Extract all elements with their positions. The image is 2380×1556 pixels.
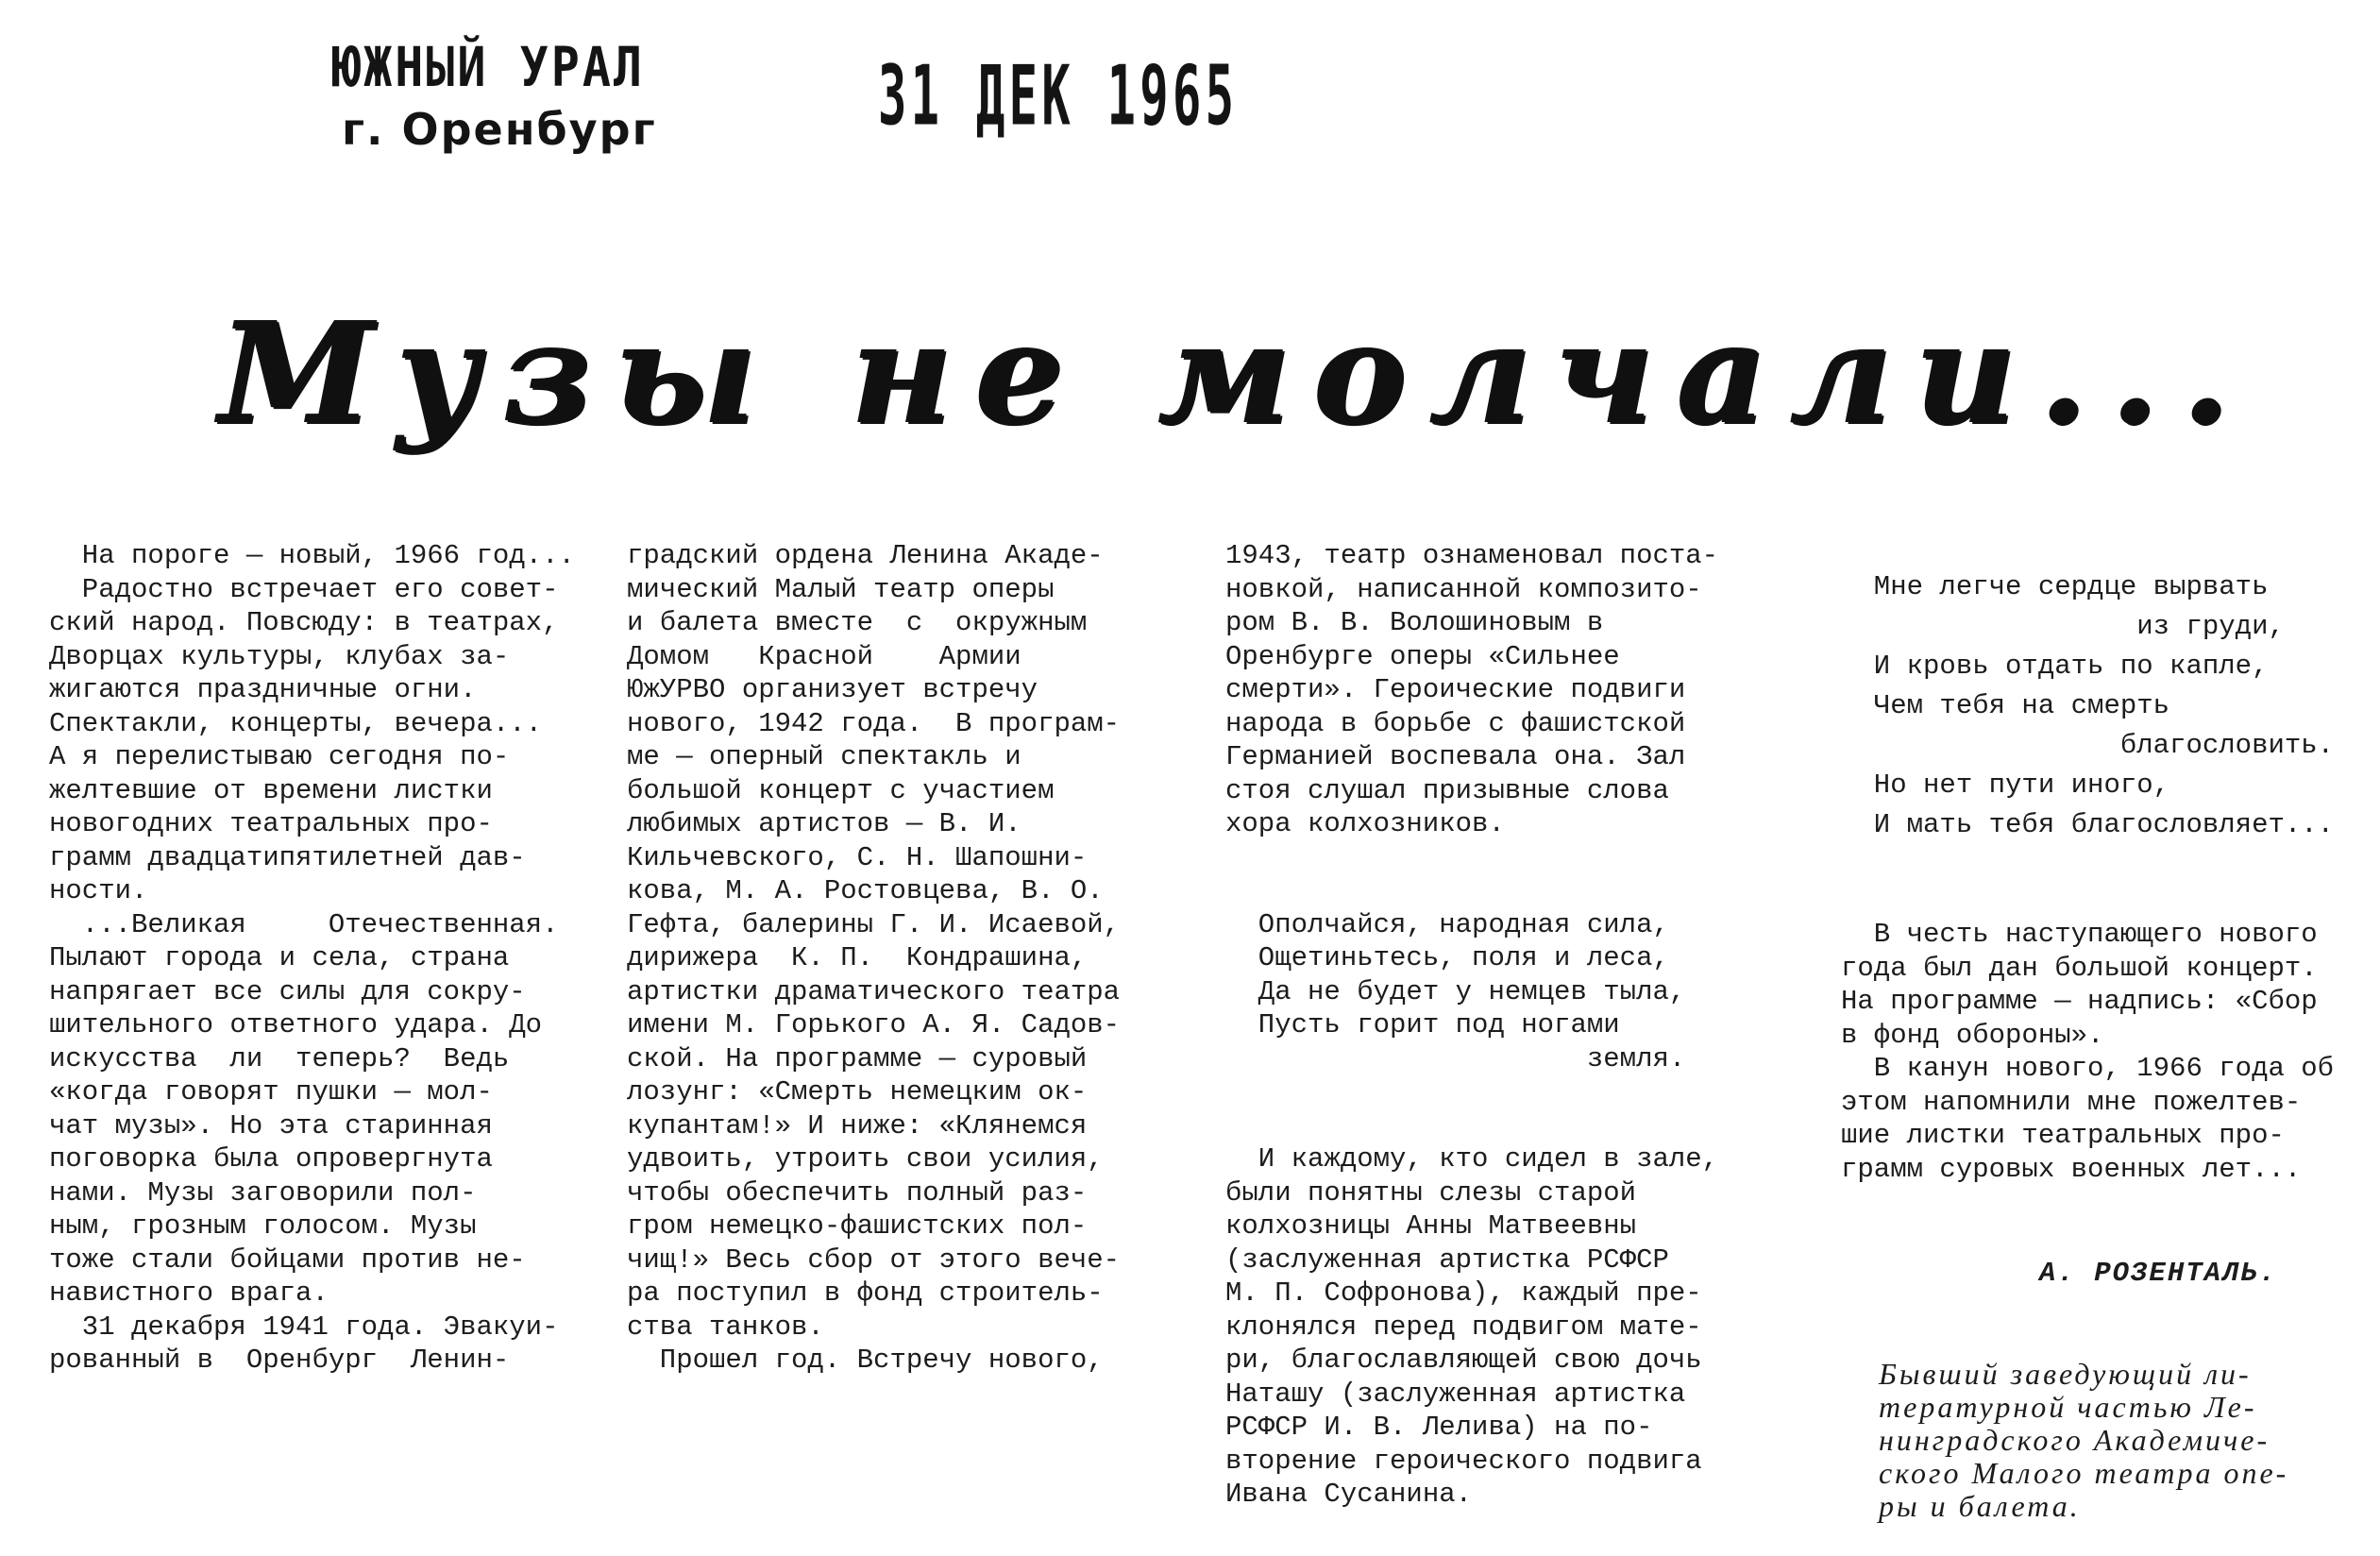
- column-1-text: На пороге — новый, 1966 год... Радостно встречает его совет- ский народ. Повсюду: в театрах, Дворцах культуры, клубах за- жигаются праздничные огни. Спектакли, концерты, вечера... А я перелистываю сегодня по- желтевшие от времени листки новогодних театральных про- грамм двадцатипятилетней дав- ности. ...Великая Отечественная. Пылают города и села, страна напрягает все силы для сокру- шительного ответного удара. До искусства ли теперь? Ведь «когда говорят пушки — мол- чат музы». Но эта старинная поговорка была опровергнута нами. Музы заговорили пол- ным, грозным голосом. Музы тоже стали бойцами против не- навистного врага. 31 декабря 1941 года. Эвакуи- рованный в Оренбург Ленин-: [49, 540, 575, 1376]
- article-column-2: [627, 472, 1120, 1411]
- author-title: Бывший заведующий ли- тературной частью Ле- нинградского Академиче- ского Малого театра опе- ры и балета.: [1879, 1356, 2289, 1523]
- date-stamp: 31 ДЕК 1965: [878, 47, 1239, 144]
- column-3-intro-text: 1943, театр ознаменовал поста- новкой, написанной композито- ром В. В. Волошиновым в Оренбурге оперы «Сильнее смерти». Героические подвиги народа в борьбе с фашистской Германией воспевала она. Зал стоя слушал призывные слова хора колхозников.: [1225, 540, 1719, 839]
- column-4-rest-text: В честь наступающего нового года был дан большой концерт. На программе — надпись: «Сбор в фонд обороны». В канун нового, 1966 года об этом напомнили мне пожелтев- шие листки театральных про- грамм суровых военных лет...: [1841, 919, 2335, 1185]
- article-column-4: [1841, 500, 2334, 1556]
- newspaper-name-stamp: ЮЖНЫЙ УРАЛ: [332, 36, 646, 99]
- column-3-poem: Ополчайся, народная сила, Ощетиньтесь, поля и леса, Да не будет у немцев тыла, Пусть горит под ногами земля.: [1258, 908, 1686, 1074]
- column-3-rest-text: И каждому, кто сидел в зале, были понятны слезы старой колхозницы Анны Матвеевны (заслуженная артистка РСФСР М. П. Софронова), каждый пре- клонялся перед подвигом мате- ри, благославляющей свою дочь Наташу (заслуженная артистка РСФСР И. В. Лелива) на по- вторение героического подвига Ивана Сусанина.: [1225, 1143, 1719, 1510]
- article-column-3: [1225, 472, 1718, 1545]
- column-4-poem: Мне легче сердце вырвать из груди, И кровь отдать по капле, Чем тебя на смерть благословить. Но нет пути иного, И мать тебя благословляет...: [1873, 571, 2335, 840]
- article-column-1: [49, 472, 575, 1411]
- column-2-text: градский ордена Ленина Акаде- мический Малый театр оперы и балета вместе с окружным Домом Красной Армии ЮжУРВО организует встречу нового, 1942 года. В програм- ме — оперный спектакль и большой концерт с участием любимых артистов — В. И. Кильчевского, С. Н. Шапошни- кова, М. А. Ростовцева, В. О. Гефта, балерины Г. И. Исаевой, дирижера К. П. Кондрашина, артистки драматического театра имени М. Горького А. Я. Садов- ской. На программе — суровый лозунг: «Смерть немецким ок- купантам!» И ниже: «Клянемся удвоить, утроить свои усилия, чтобы обеспечить полный раз- гром немецко-фашистских пол- чищ!» Весь сбор от этого вече- ра поступил в фонд строитель- ства танков. Прошел год. Встречу нового,: [627, 540, 1121, 1376]
- city-stamp: г. Оренбург: [342, 104, 657, 155]
- author-signature: А. РОЗЕНТАЛЬ.: [2039, 1258, 2278, 1289]
- article-title: Музы не молчали...: [219, 291, 2253, 455]
